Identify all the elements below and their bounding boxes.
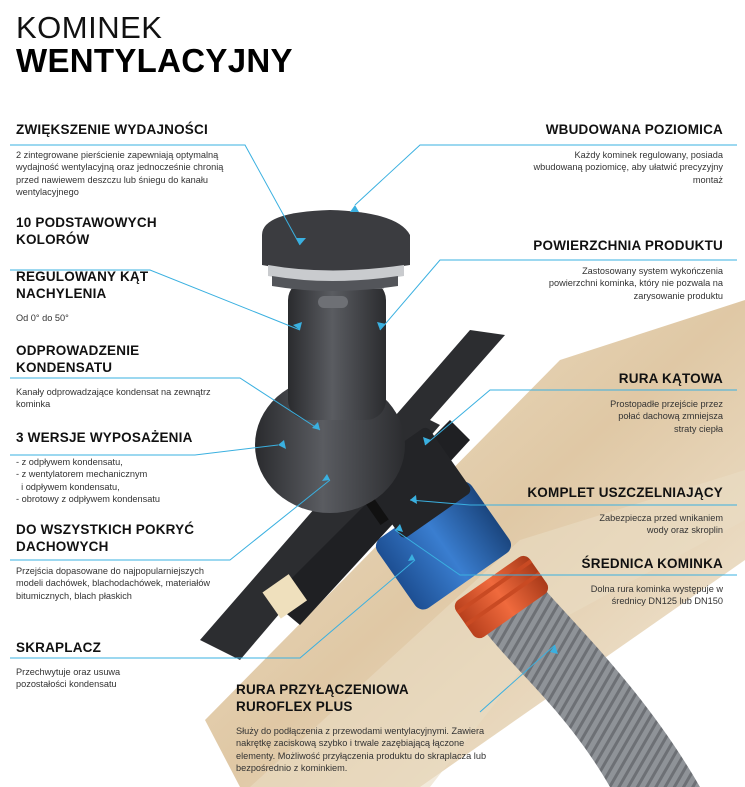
feature-heading: WBUDOWANA POZIOMICA [545,122,723,137]
feature-desc: Przejścia dopasowane do najpopularniejszych modeli dachówek, blachodachówek, materiałów bitumicznych, blach płaskich [16,566,211,601]
feature-seal-kit [503,484,723,537]
feature-heading: DO WSZYSTKICH POKRYĆ DACHOWYCH [16,522,195,554]
feature-level [503,121,723,186]
feature-heading: RURA PRZYŁĄCZENIOWA RUROFLEX PLUS [236,682,409,714]
feature-desc: 2 zintegrowane pierścienie zapewniają optymalną wydajność wentylacyjną oraz jednocześnie chronią przed nawiewem deszczu lub śniegu do kanału wentylacyjnego [16,150,224,198]
feature-heading: POWIERZCHNIA PRODUKTU [533,238,723,253]
level-window [318,296,348,308]
feature-condensate [16,342,216,411]
feature-roofing [16,521,231,602]
feature-condenser [16,639,176,691]
feature-heading: ODPROWADZENIE KONDENSATU [16,343,140,375]
feature-tilt [16,268,176,324]
list-item: - z odpływem kondensatu, [16,457,123,467]
list-item: i odpływem kondensatu, [16,481,120,492]
feature-heading: 3 WERSJE WYPOSAŻENIA [16,430,193,445]
feature-desc: Kanały odprowadzające kondensat na zewnątrz kominka [16,387,211,410]
list-item: - z wentylatorem mechanicznym [16,469,148,480]
feature-versions [16,429,216,506]
feature-desc: Przechwytuje oraz usuwa pozostałości kondensatu [16,667,121,690]
feature-connection-pipe [236,681,496,775]
feature-diameter [523,555,723,608]
feature-desc: Zabezpiecza przed wnikaniem wody oraz skroplin [599,513,723,536]
feature-heading: ŚREDNICA KOMINKA [581,556,723,571]
feature-desc: Od 0° do 50° [16,313,69,323]
feature-desc: Zastosowany system wykończenia powierzchni kominka, który nie pozwala na zarysowanie produktu [548,266,723,301]
list-item: - obrotowy z odpływem kondensatu [16,494,161,505]
page-title-line1: KOMINEK [16,10,163,45]
feature-heading: ZWIĘKSZENIE WYDAJNOŚCI [16,122,208,137]
feature-efficiency [16,121,246,199]
feature-heading: RURA KĄTOWA [618,371,723,386]
feature-heading: REGULOWANY KĄT NACHYLENIA [16,269,149,301]
chimney-body [255,210,410,513]
versions-list [16,456,216,506]
feature-angle-pipe [523,370,723,435]
page-title-line2: WENTYLACYJNY [16,42,293,79]
feature-desc: Prostopadłe przejście przez połać dachową zmniejsza straty ciepła [610,399,723,434]
feature-desc: Dolna rura kominka występuje w średnicy DN125 lub DN150 [590,584,723,607]
feature-heading: SKRAPLACZ [16,640,102,655]
feature-heading: 10 PODSTAWOWYCH KOLORÓW [16,215,157,247]
feature-desc: Służy do podłączenia z przewodami wentylacyjnymi. Zawiera nakrętkę zaciskową szybko i trwale zazębiającą łączone elementy. Możliwość przyłączenia produktu do skraplacza lub bezpośrednio z kominkiem. [236,726,487,774]
feature-desc: Każdy kominek regulowany, posiada wbudowaną poziomicę, aby ułatwić precyzyjny montaż [533,150,723,185]
feature-surface [503,237,723,302]
feature-colors [16,214,176,248]
feature-heading: KOMPLET USZCZELNIAJĄCY [527,485,723,500]
